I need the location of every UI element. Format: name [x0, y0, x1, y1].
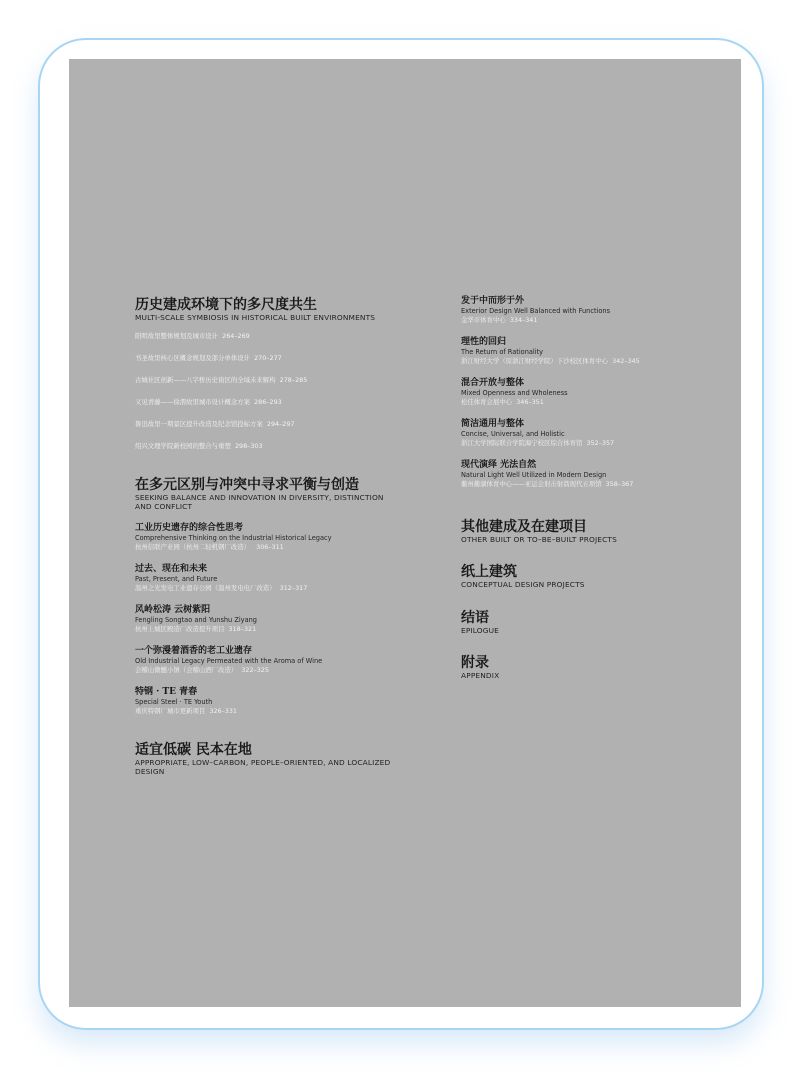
project-title-en: Mixed Openness and Wholeness [461, 389, 568, 397]
project-location: 衢州衢湖体育中心——亚运会射击射箭现代五项馆 358–367 [461, 480, 634, 488]
section-title-zh: 适宜低碳 民本在地 [135, 742, 252, 759]
project-title-zh: 工业历史遗存的综合性思考 [135, 523, 244, 534]
section-title-en: CONCEPTUAL DESIGN PROJECTS [461, 580, 585, 590]
project-entry [135, 605, 435, 634]
project-title-en: The Return of Rationality [461, 348, 544, 356]
project-entry [461, 419, 721, 448]
project-location: 浙江财经大学（原浙江财经学院）下沙校区体育中心 342–345 [461, 357, 640, 365]
section-multi-scale-symbiosis [135, 297, 435, 450]
project-entry [135, 564, 435, 593]
project-location: 重庆特钢厂城市更新项目 326–331 [135, 707, 237, 716]
project-location: 杭州信联产业园（杭州二轻机钢厂改造） 306–311 [135, 543, 284, 552]
right-column [461, 296, 721, 681]
project-entry [135, 687, 435, 716]
project-location: 会稽山微醺小镇（会稽山酒厂改造） 322–325 [135, 666, 269, 675]
project-location: 温州之光发电工业遗存公园（温州发电电厂改造） 312–317 [135, 584, 308, 593]
section-title-en-line2: AND CONFLICT [135, 501, 193, 511]
project-location: 浙江大学国际联合学院海宁校区综合体育馆 352–357 [461, 439, 615, 447]
project-title-en: Fengling Songtao and Yunshu Ziyang [135, 616, 257, 625]
section-seeking-balance [135, 477, 435, 716]
section-title-en-line1: APPROPRIATE, LOW–CARBON, PEOPLE–ORIENTED, AND LOCALIZED [135, 758, 391, 768]
section-title-zh: 附录 [461, 655, 489, 672]
project-title-zh: 理性的回归 [461, 337, 507, 347]
section-title-zh: 历史建成环境下的多尺度共生 [135, 297, 317, 313]
project-title-zh: 简洁通用与整体 [461, 419, 525, 429]
project-entry [135, 523, 435, 552]
toc-item: 古城社区创新——八字桥历史街区的全域未来解构 278–285 [135, 376, 308, 385]
project-entry [461, 378, 721, 407]
project-location: 松佳体育会展中心 346–351 [461, 398, 544, 406]
project-title-zh: 现代演绎 光法自然 [461, 460, 537, 470]
project-title-en: Special Steel · TE Youth [135, 698, 213, 707]
section-title-en-line2: DESIGN [135, 766, 165, 776]
section-title-en: OTHER BUILT OR TO–BE–BUILT PROJECTS [461, 535, 617, 544]
project-entry [461, 337, 721, 366]
section-title-zh: 在多元区别与冲突中寻求平衡与创造 [135, 477, 359, 494]
section-title-en: EPILOGUE [461, 625, 499, 635]
section-appropriate-low-carbon [135, 742, 435, 776]
project-title-en: Old Industrial Legacy Permeated with the Aroma of Wine [135, 657, 323, 666]
toc-item: 鲁迅故里一期景区提升改造及纪念馆投标方案 294–297 [135, 420, 295, 429]
section-conceptual-design [461, 564, 721, 589]
toc-item: 又见青藤——徐渭故里城市设计概念方案 286–293 [135, 398, 282, 407]
project-title-en: Exterior Design Well Balanced with Functions [461, 307, 611, 315]
project-title-zh: 混合开放与整体 [461, 378, 525, 388]
project-title-en: Past, Present, and Future [135, 575, 218, 584]
section-title-zh: 结语 [461, 609, 489, 626]
project-location: 金华市体育中心 334–341 [461, 316, 538, 324]
toc-item: 书圣故里核心区概念规划及部分单体设计 270–277 [135, 354, 282, 363]
project-title-zh: 风岭松涛 云树紫阳 [135, 605, 211, 616]
toc-item: 阳明故里整体规划及城市设计 264–269 [135, 332, 250, 341]
left-column [135, 297, 435, 776]
section-appendix [461, 655, 721, 680]
project-title-en: Concise, Universal, and Holistic [461, 430, 565, 438]
project-entry [461, 296, 721, 325]
section-epilogue [461, 610, 721, 635]
project-title-zh: 发于中而形于外 [461, 296, 525, 306]
project-entry [135, 646, 435, 675]
project-title-zh: 特钢 · TE 青春 [135, 687, 198, 698]
project-location: 杭州上城区殿造厂改造提升项目 318–321 [135, 625, 257, 634]
toc-item: 绍兴文理学院新校园的整合与重塑 298–303 [135, 442, 263, 451]
section-title-zh: 纸上建筑 [461, 564, 517, 581]
section-title-en-line1: SEEKING BALANCE AND INNOVATION IN DIVERSITY, DISTINCTION [135, 493, 384, 503]
project-title-en: Comprehensive Thinking on the Industrial Historical Legacy [135, 534, 332, 543]
section-other-built-projects [461, 519, 721, 544]
project-title-zh: 过去、现在和未来 [135, 564, 208, 575]
section-title-en: APPENDIX [461, 671, 500, 681]
section-title-en: MULTI-SCALE SYMBIOSIS IN HISTORICAL BUILT ENVIRONMENTS [135, 313, 376, 322]
project-entry [461, 460, 721, 489]
project-title-en: Natural Light Well Utilized in Modern Design [461, 471, 607, 479]
project-title-zh: 一个弥漫着酒香的老工业遗存 [135, 646, 253, 657]
book-page [69, 59, 741, 1007]
section-title-zh: 其他建成及在建项目 [461, 519, 587, 535]
